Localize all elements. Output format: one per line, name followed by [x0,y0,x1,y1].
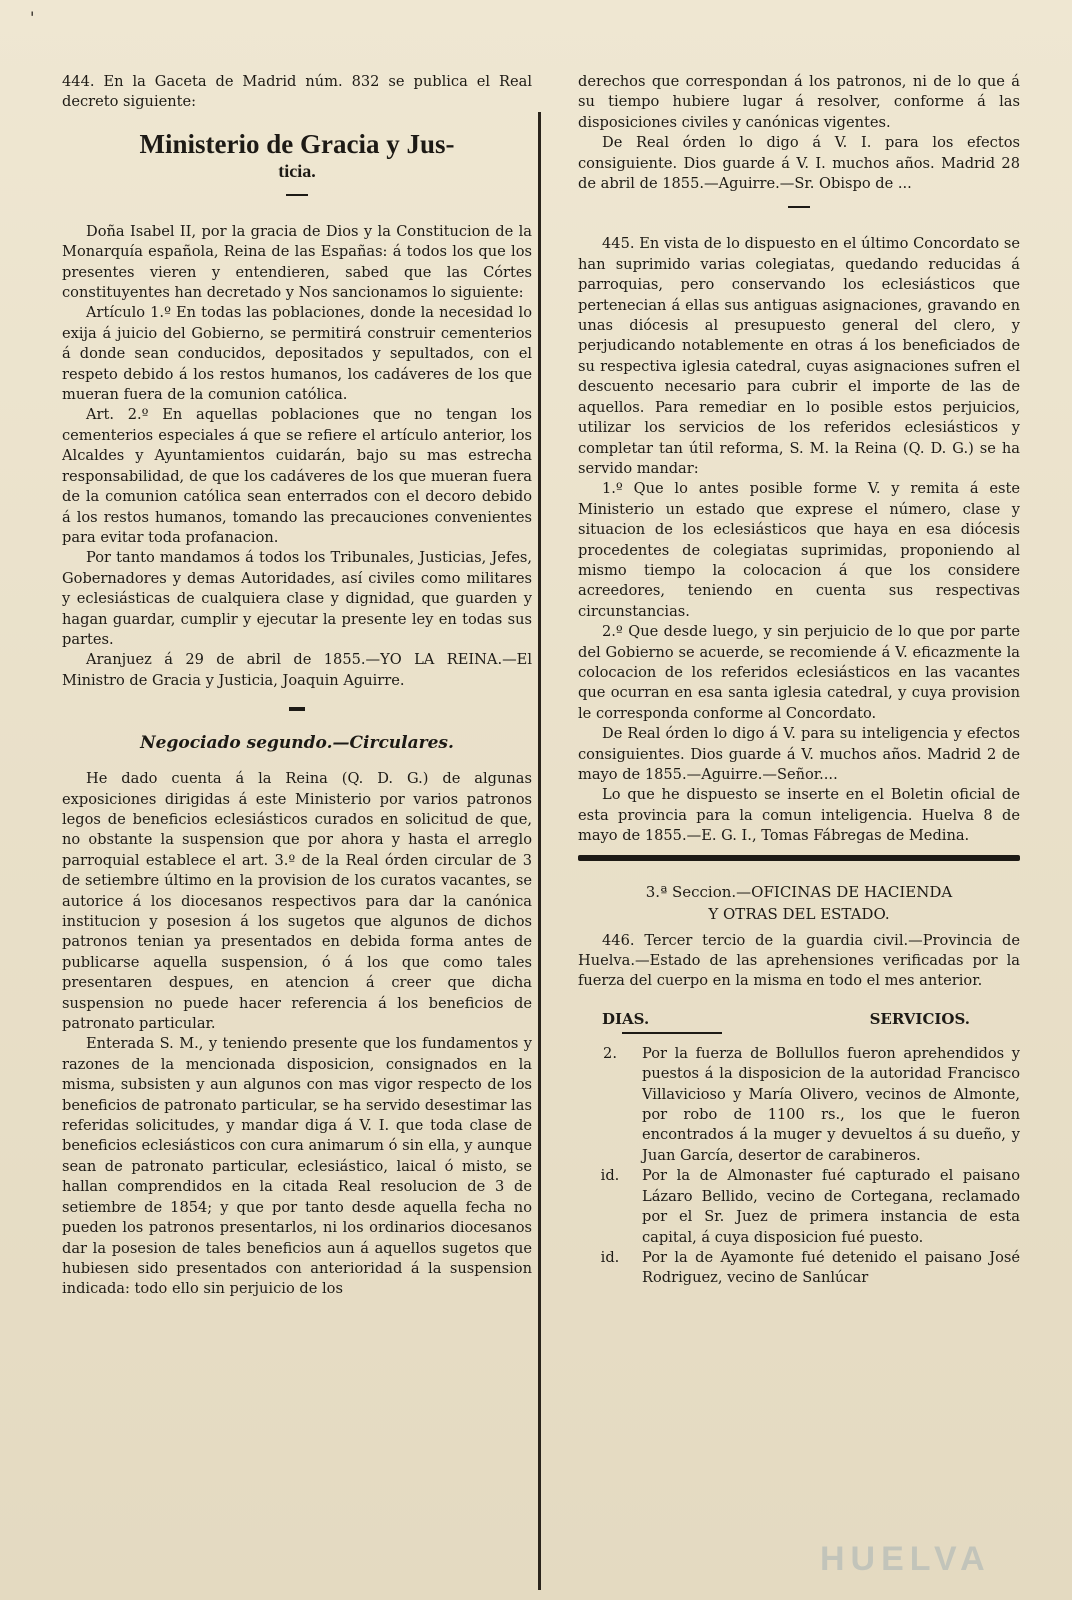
continued-paragraph: derechos que correspondan á los patronos, ni de lo que á su tiempo hubiere lugar á resolver, conforme á las disposiciones civiles y canónicas vigentes. [578,73,1020,131]
row-day: id. [600,1167,620,1185]
item-445-paragraph: 1.º Que lo antes posible forme V. y remita á este Ministerio un estado que exprese el número, clase y situacion de los eclesiásticos que haya en esa diócesis procedentes de colegiatas suprimidas, proponiendo al mismo tiempo la colocacion á que los considere acreedores, teniendo en cuenta sus respectivas circunstancias. [578,480,1020,620]
column-divider [538,112,541,1590]
circular-paragraph: He dado cuenta á la Reina (Q. D. G.) de algunas exposiciones dirigidas á este Ministerio por varios patronos legos de beneficios eclesiásticos curados en solicitud de que, no obstante la suspension que por ahora y hasta el arreglo parroquial establece el art. 3.º de la Real órden circular de 3 de setiembre último en la provision de los curatos vacantes, se autorice á los diocesanos respectivos para dar la canónica institucion y posesion á los sugetos que algunos de dichos patronos tenian ya presentados en debida forma antes de publicarse aquella suspension, ó á los que como tales presentaren despues, en atencion á creer que dicha suspension no puede hacer referencia á los beneficios de patronato particular. [62,770,532,1033]
section-3-heading: 3.ª Seccion.—OFICINAS DE HACIENDA [645,882,953,901]
item-445-paragraph: 445. En vista de lo dispuesto en el último Concordato se han suprimido varias colegiatas, quedando reducidas á parroquias, pero conservando los eclesiásticos que pertenecian á ellas sus antiguas asignaciones, gravando en unas diócesis al presupuesto general del clero, y perjudicando notablemente en otras á los beneficiados de su respectiva iglesia catedral, cuyas asignaciones sufren el descuento necesario para cubrir el importe de las de aquellos. Para remediar en lo posible estos perjuicios, utilizar los servicios de los referidos eclesiásticos y completar tan útil reforma, S. M. la Reina (Q. D. G.) se ha servido mandar: [578,235,1020,477]
margin-mark: ' [30,8,35,27]
table-row [578,1044,1020,1166]
decree-paragraph: Artículo 1.º En todas las poblaciones, donde la necesidad lo exija á juicio del Gobierno, se permitirá construir cementerios á donde sean conducidos, depositados y sepultados, con el respeto debido á los restos humanos, los cadáveres de los que mueran fuera de la comunion católica. [62,304,532,404]
decree-paragraph: Aranjuez á 29 de abril de 1855.—YO LA REINA.—El Ministro de Gracia y Justicia, Joaquin Aguirre. [62,651,532,689]
item-445-paragraph: 2.º Que desde luego, y sin perjuicio de lo que por parte del Gobierno se acuerde, se recomiende á V. eficazmente la colocacion de los referidos eclesiásticos en las vacantes que ocurran en esa santa iglesia catedral, y cuya provision le corresponda conforme al Concordato. [578,623,1020,722]
title-rule [286,194,308,196]
signature-paragraph: De Real órden lo digo á V. I. para los efectos consiguiente. Dios guarde á V. I. muchos años. Madrid 28 de abril de 1855.—Aguirre.—Sr. Obispo de ... [578,134,1020,193]
col-services: SERVICIOS. [869,1009,970,1028]
item-445-paragraph: Lo que he dispuesto se inserte en el Boletin oficial de esta provincia para la comun inteligencia. Huelva 8 de mayo de 1855.—E. G. I., Tomas Fábregas de Medina. [578,786,1020,845]
row-text: Por la de Almonaster fué capturado el paisano Lázaro Bellido, vecino de Cortegana, reclamado por el Sr. Juez de primera instancia de esta capital, á cuya disposicion fué puesto. [642,1167,1020,1246]
row-day: id. [600,1248,620,1266]
heavy-rule [578,855,1020,861]
col-days: DIAS. [602,1009,650,1028]
item-446: 446. Tercer tercio de la guardia civil.—Provincia de Huelva.—Estado de las aprehensiones verificadas por la fuerza del cuerpo en la misma en todo el mes anterior. [578,931,1020,990]
item-rule [788,206,810,208]
decree-paragraph: Art. 2.º En aquellas poblaciones que no tengan los cementerios especiales á que se refiere el artículo anterior, los Alcaldes y Ayuntamientos cuidarán, bajo su mas estrecha responsabilidad, de que los cadáveres de los que mueran fuera de la comunion católica sean enterrados con el decoro debido á los restos humanos, tomando las precauciones convenientes para evitar toda profanacion. [62,406,532,546]
services-table [578,1044,1020,1289]
ministry-title-end: ticia. [278,160,316,181]
circular-paragraph: Enterada S. M., y teniendo presente que los fundamentos y razones de la mencionada disposicion, consignados en la misma, subsisten y aun algunos con mas vigor respecto de los beneficios de patronato particular, se ha servido desestimar las referidas solicitudes, y mandar diga á V. I. que toda clase de beneficios eclesiásticos con cura animarum ó sin ella, y aunque sean de patronato particular, eclesiástico, laical ó misto, se hallan comprendidos en la citada Real resolucion de 3 de setiembre de 1854; y que por tanto desde aquella fecha no pueden los patronos presentarlos, ni los ordinarios diocesanos dar la posesion de tales beneficios aun á aquellos sugetos que hubiesen sido presentados con anterioridad á la suspension indicada: todo ello sin perjuicio de los [62,1035,532,1298]
section-heading: Negociado segundo.—Circulares. [140,733,454,754]
section-3-subheading: Y OTRAS DEL ESTADO. [708,904,890,923]
row-text: Por la fuerza de Bollullos fueron aprehendidos y puestos á la disposicion de la autoridad Francisco Villavicioso y María Olivero, vecinos de Almonte, por robo de 1100 rs., los que le fueron encontrados á la muger y devueltos á su dueño, y Juan García, desertor de carabineros. [642,1044,1020,1164]
row-text: Por la de Ayamonte fué detenido el paisano José Rodriguez, vecino de Sanlúcar [642,1248,1020,1287]
row-day: 2. [603,1044,617,1062]
decree-paragraph: Doña Isabel II, por la gracia de Dios y la Constitucion de la Monarquía española, Reina de las Españas: á todos los que los presentes vieren y entendieren, sabed que las Córtes constituyentes han decretado y Nos sancionamos lo siguiente: [62,222,532,302]
decree-text [62,222,532,691]
circular-text [62,769,532,1300]
table-row [578,1248,1020,1289]
left-column [62,72,532,1300]
item-445-paragraph: De Real órden lo digo á V. para su inteligencia y efectos consiguientes. Dios guarde á V. muchos años. Madrid 2 de mayo de 1855.—Aguirre.—Señor.... [578,725,1020,783]
library-watermark: HUELVA [820,1540,991,1578]
section-rule [289,707,305,711]
ministry-title: Ministerio de Gracia y Jus- [139,128,455,159]
table-rule [622,1032,722,1034]
item-444-intro: 444. En la Gaceta de Madrid núm. 832 se publica el Real decreto siguiente: [62,73,532,111]
decree-paragraph: Por tanto mandamos á todos los Tribunales, Justicias, Jefes, Gobernadores y demas Autoridades, así civiles como militares y eclesiásticas de cualquiera clase y dignidad, que guarden y hagan guardar, cumplir y ejecutar la presente ley en todas sus partes. [62,549,532,648]
right-column [578,72,1020,1289]
table-row [578,1166,1020,1248]
services-table-header [578,1010,1020,1028]
item-445 [578,234,1020,846]
